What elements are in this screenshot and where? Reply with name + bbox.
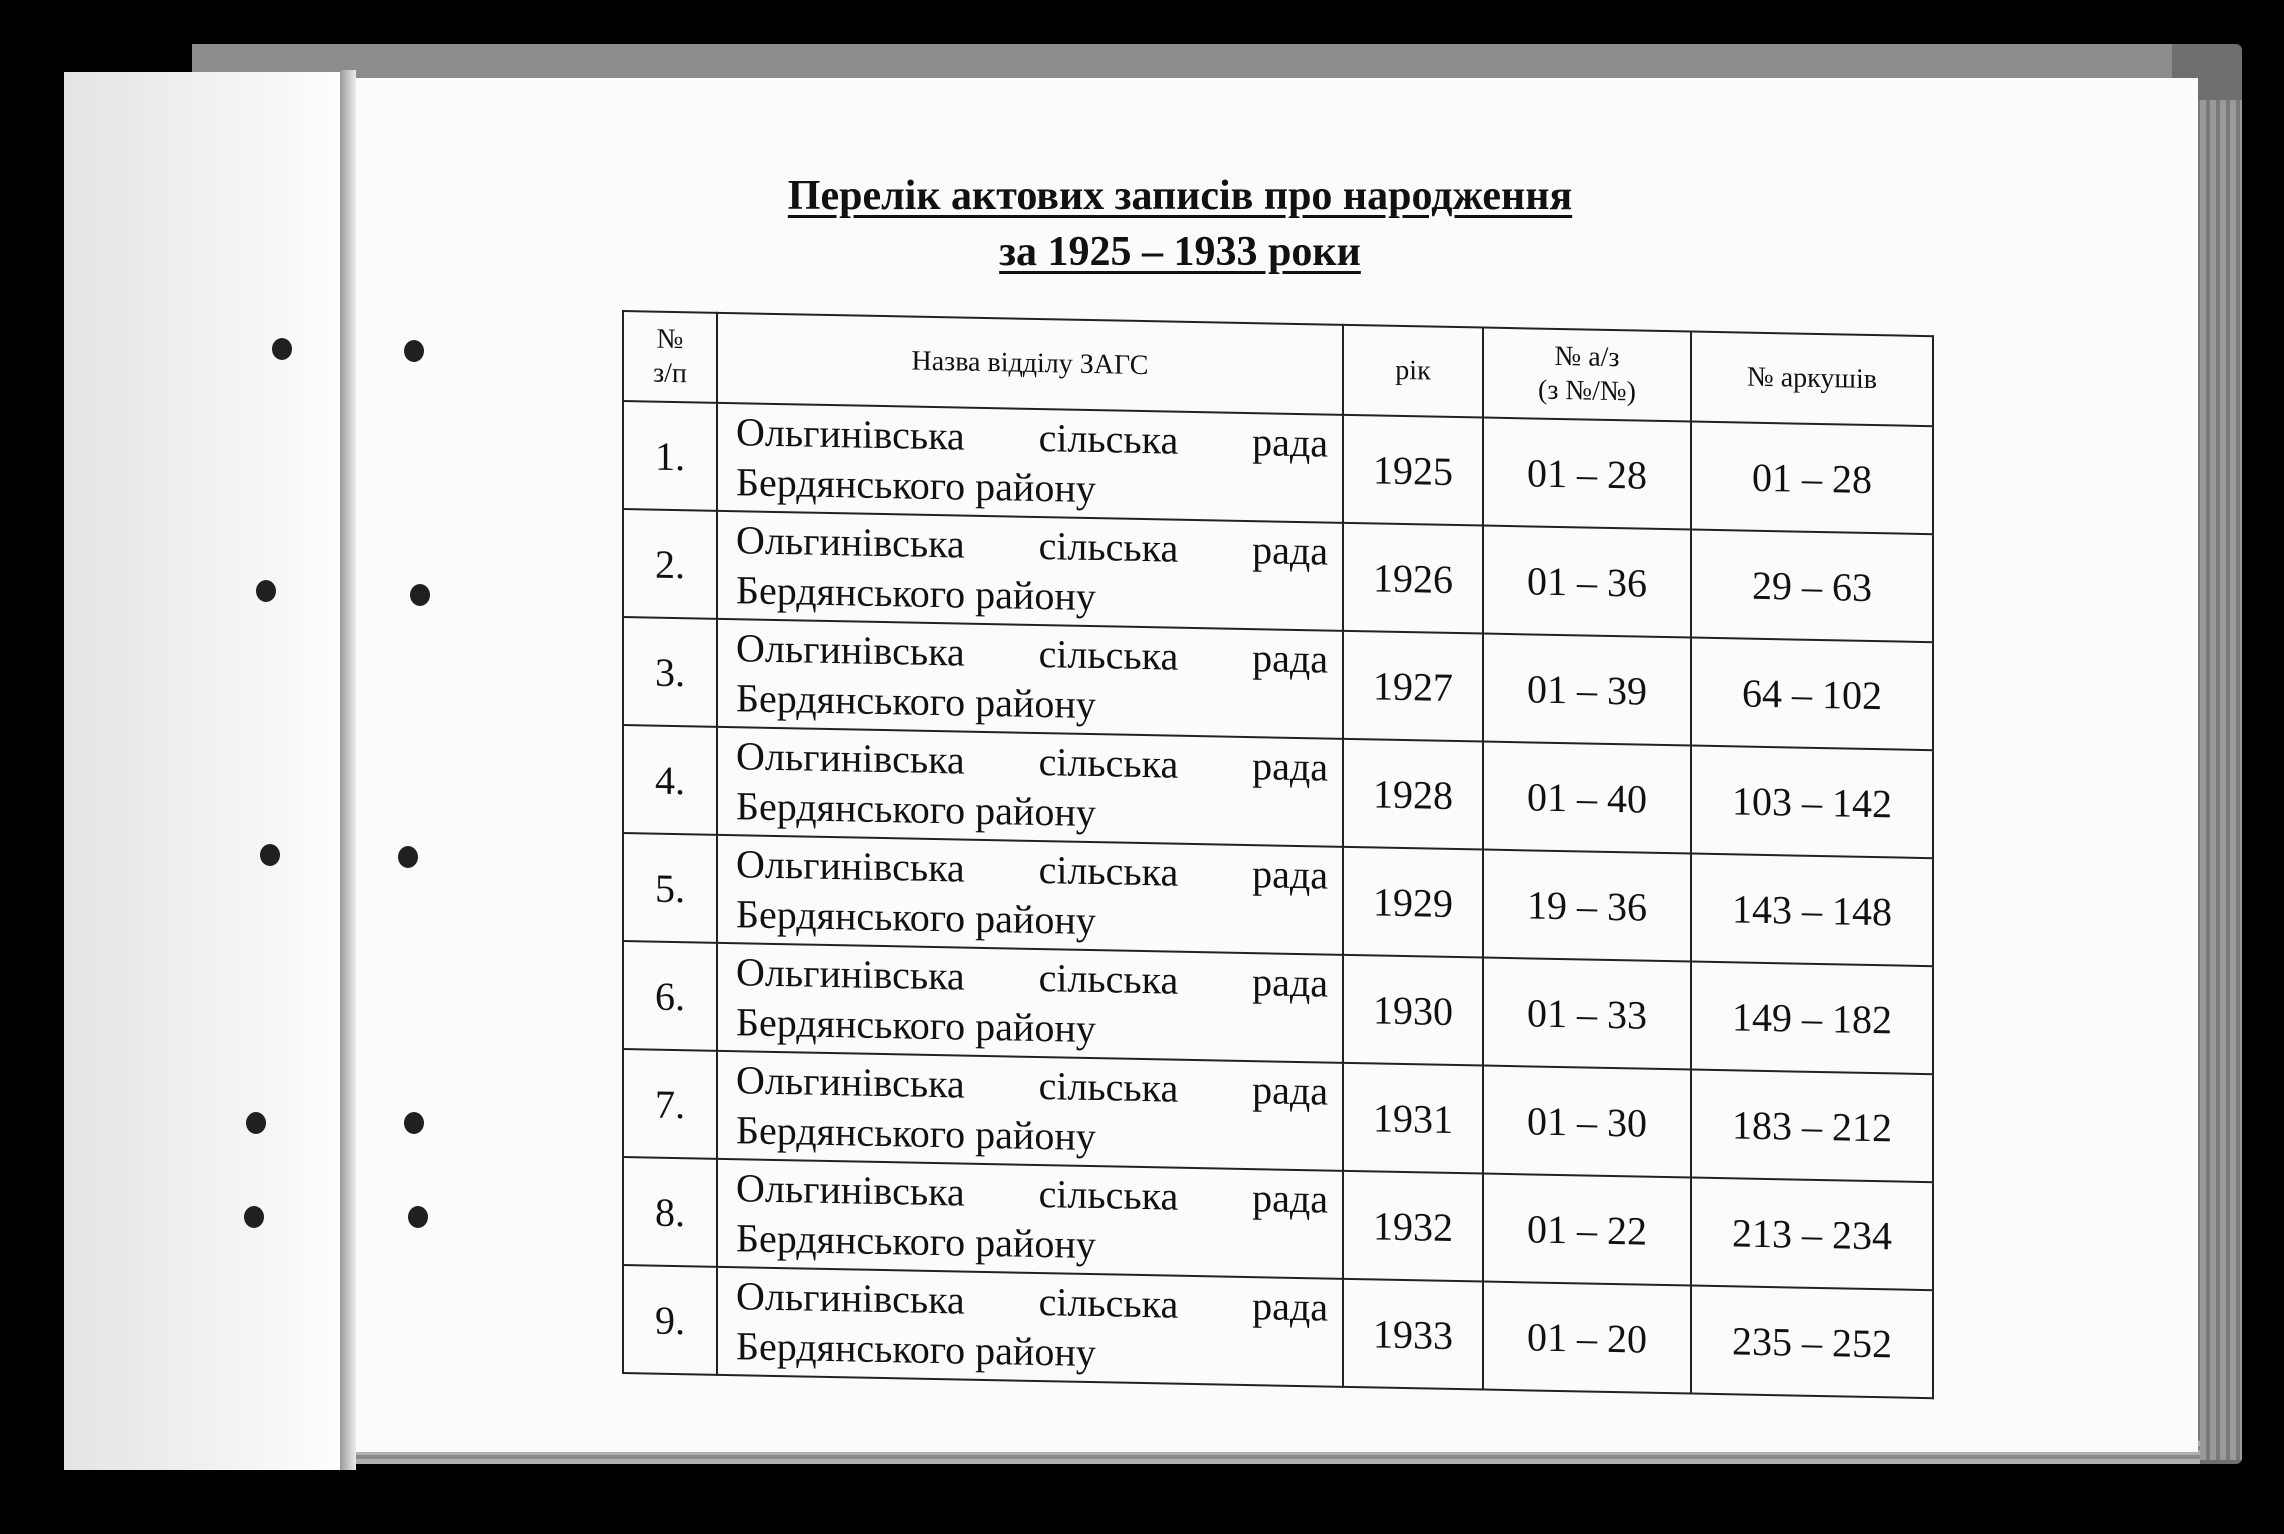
header-records-line1: № а/з xyxy=(1554,340,1620,374)
office-name-word: сільська xyxy=(1038,954,1179,1003)
row-year: 1925 xyxy=(1343,415,1483,526)
row-office-name xyxy=(717,511,1343,631)
row-number: 9. xyxy=(623,1265,717,1375)
office-name-word: Ольгинівська xyxy=(736,517,965,567)
row-sheet-numbers: 103 – 142 xyxy=(1691,746,1933,859)
title-line-1: Перелік актових записів про народження xyxy=(787,173,1573,219)
office-name-word: Ольгинівська xyxy=(736,1273,965,1323)
row-record-numbers: 01 – 30 xyxy=(1483,1066,1691,1178)
row-office-name xyxy=(717,1051,1343,1171)
binding-hole xyxy=(404,340,424,362)
row-sheet-numbers: 29 – 63 xyxy=(1691,530,1933,643)
office-name-district: Бердянського району xyxy=(736,783,1096,836)
row-number: 2. xyxy=(623,509,717,619)
office-name-word: сільська xyxy=(1038,522,1179,571)
office-name-word: Ольгинівська xyxy=(736,1165,965,1215)
row-sheet-numbers: 235 – 252 xyxy=(1691,1286,1933,1399)
header-office-name: Назва відділу ЗАГС xyxy=(717,313,1343,415)
office-name-word: сільська xyxy=(1038,1170,1179,1219)
row-record-numbers: 01 – 40 xyxy=(1483,742,1691,854)
page-gutter xyxy=(340,70,356,1470)
header-year: рік xyxy=(1343,325,1483,418)
row-office-name xyxy=(717,403,1343,523)
row-number: 6. xyxy=(623,941,717,1051)
birth-records-table xyxy=(622,310,1934,1399)
row-number: 8. xyxy=(623,1157,717,1267)
office-name-word: сільська xyxy=(1038,414,1179,463)
office-name-district: Бердянського району xyxy=(736,891,1096,944)
office-name-word: Ольгинівська xyxy=(736,949,965,999)
office-name-district: Бердянського району xyxy=(736,675,1096,728)
row-record-numbers: 01 – 20 xyxy=(1483,1282,1691,1394)
binding-hole xyxy=(246,1112,266,1134)
row-year: 1927 xyxy=(1343,631,1483,742)
row-sheet-numbers: 183 – 212 xyxy=(1691,1070,1933,1183)
row-number: 1. xyxy=(623,401,717,511)
office-name-district: Бердянського району xyxy=(736,1107,1096,1160)
row-number: 7. xyxy=(623,1049,717,1159)
office-name-district: Бердянського району xyxy=(736,999,1096,1052)
binding-hole xyxy=(260,844,280,866)
office-name-word: сільська xyxy=(1038,1062,1179,1111)
title-line-2: за 1925 – 1933 роки xyxy=(999,229,1361,275)
row-number: 4. xyxy=(623,725,717,835)
row-year: 1933 xyxy=(1343,1279,1483,1390)
row-number: 5. xyxy=(623,833,717,943)
binding-hole xyxy=(398,846,418,868)
row-office-name xyxy=(717,1159,1343,1279)
office-name-word: Ольгинівська xyxy=(736,409,965,459)
binding-hole xyxy=(244,1206,264,1228)
office-name-word: сільська xyxy=(1038,630,1179,679)
binding-hole xyxy=(404,1112,424,1134)
office-name-district: Бердянського району xyxy=(736,1323,1096,1376)
header-record-numbers xyxy=(1483,328,1691,422)
header-number-line2: з/п xyxy=(653,357,687,390)
office-name-word: рада xyxy=(1252,527,1328,574)
header-number xyxy=(623,311,717,403)
office-name-word: Ольгинівська xyxy=(736,733,965,783)
row-office-name xyxy=(717,1267,1343,1387)
row-year: 1928 xyxy=(1343,739,1483,850)
row-year: 1932 xyxy=(1343,1171,1483,1282)
row-record-numbers: 01 – 39 xyxy=(1483,634,1691,746)
office-name-word: Ольгинівська xyxy=(736,1057,965,1107)
office-name-word: рада xyxy=(1252,1283,1328,1330)
binding-hole xyxy=(256,580,276,602)
office-name-word: рада xyxy=(1252,743,1328,790)
row-record-numbers: 01 – 28 xyxy=(1483,418,1691,530)
row-sheet-numbers: 143 – 148 xyxy=(1691,854,1933,967)
row-office-name xyxy=(717,943,1343,1063)
row-record-numbers: 01 – 36 xyxy=(1483,526,1691,638)
row-sheet-numbers: 149 – 182 xyxy=(1691,962,1933,1075)
office-name-district: Бердянського району xyxy=(736,1215,1096,1268)
row-sheet-numbers: 01 – 28 xyxy=(1691,422,1933,535)
office-name-word: рада xyxy=(1252,419,1328,466)
office-name-word: рада xyxy=(1252,851,1328,898)
header-records-line2: (з №/№) xyxy=(1538,374,1636,408)
row-office-name xyxy=(717,619,1343,739)
office-name-word: рада xyxy=(1252,959,1328,1006)
office-name-district: Бердянського району xyxy=(736,567,1096,620)
row-record-numbers: 01 – 33 xyxy=(1483,958,1691,1070)
header-number-line1: № xyxy=(656,323,684,356)
row-office-name xyxy=(717,727,1343,847)
office-name-word: Ольгинівська xyxy=(736,841,965,891)
office-name-word: сільська xyxy=(1038,846,1179,895)
row-year: 1930 xyxy=(1343,955,1483,1066)
binding-hole xyxy=(410,584,430,606)
row-sheet-numbers: 64 – 102 xyxy=(1691,638,1933,751)
row-year: 1929 xyxy=(1343,847,1483,958)
office-name-word: рада xyxy=(1252,1175,1328,1222)
row-office-name xyxy=(717,835,1343,955)
left-folded-page xyxy=(64,72,354,1470)
binder-top-edge xyxy=(192,44,2172,80)
office-name-word: рада xyxy=(1252,1067,1328,1114)
row-record-numbers: 19 – 36 xyxy=(1483,850,1691,962)
header-sheet-numbers: № аркушів xyxy=(1691,332,1933,427)
row-year: 1926 xyxy=(1343,523,1483,634)
office-name-district: Бердянського району xyxy=(736,459,1096,512)
office-name-word: сільська xyxy=(1038,1278,1179,1327)
row-number: 3. xyxy=(623,617,717,727)
row-record-numbers: 01 – 22 xyxy=(1483,1174,1691,1286)
binding-hole xyxy=(408,1206,428,1228)
office-name-word: сільська xyxy=(1038,738,1179,787)
binding-hole xyxy=(272,338,292,360)
office-name-word: рада xyxy=(1252,635,1328,682)
row-year: 1931 xyxy=(1343,1063,1483,1174)
row-sheet-numbers: 213 – 234 xyxy=(1691,1178,1933,1291)
office-name-word: Ольгинівська xyxy=(736,625,965,675)
document-title xyxy=(680,168,1680,280)
